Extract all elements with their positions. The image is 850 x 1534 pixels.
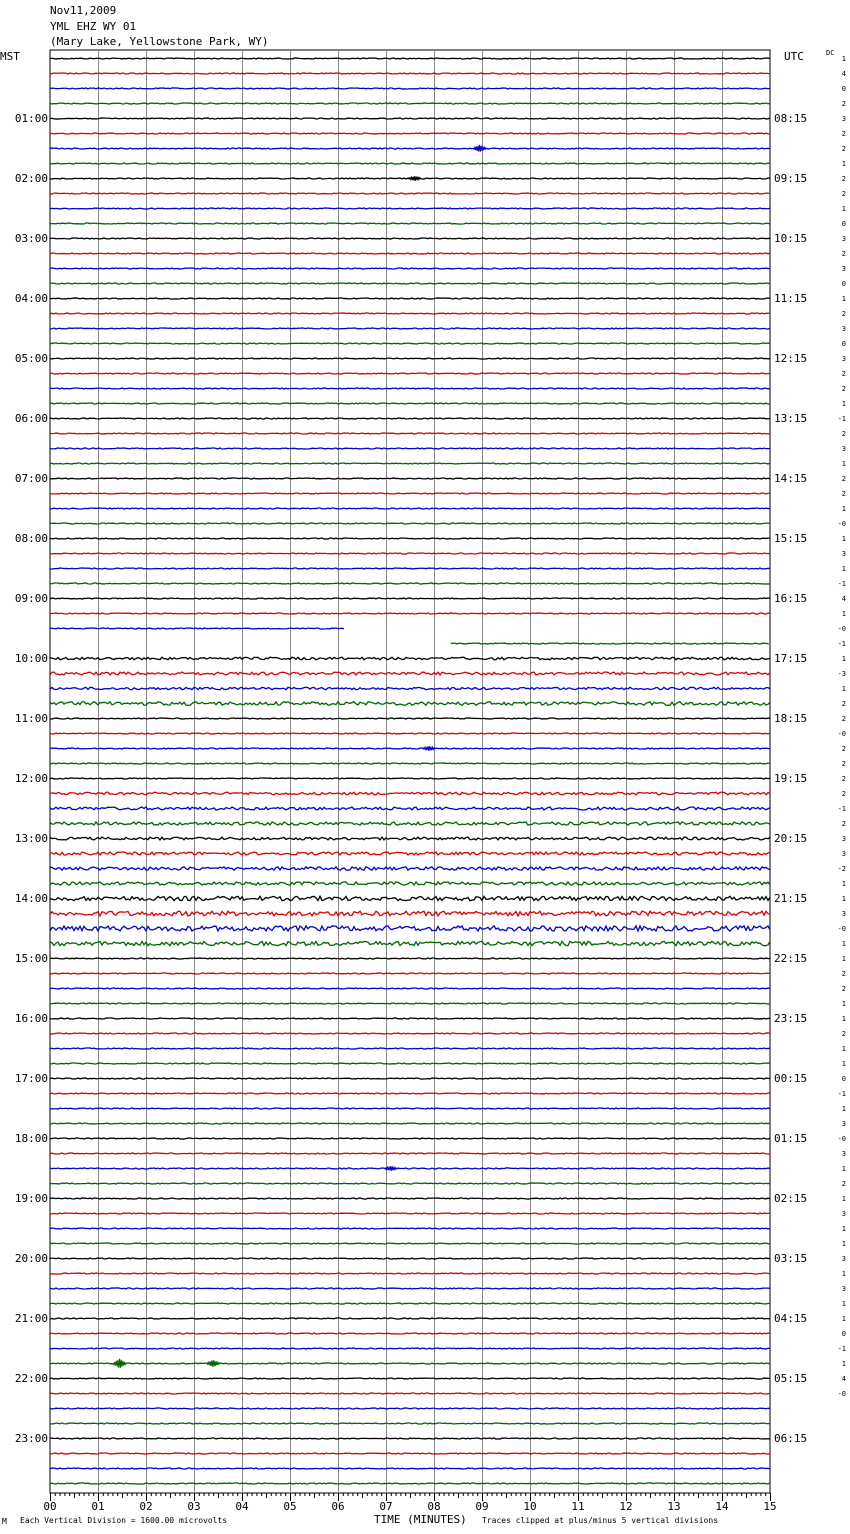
dc-offset-label: 2 xyxy=(841,130,846,138)
right-axis-title: UTC xyxy=(784,50,804,63)
left-time-label: 18:00 xyxy=(14,1132,48,1145)
seismic-event-1 xyxy=(408,176,421,181)
trace-row-70 xyxy=(50,1108,770,1109)
trace-row-51 xyxy=(50,822,770,825)
dc-offset-label: 1 xyxy=(841,1360,846,1368)
seismic-event-0 xyxy=(473,145,486,152)
trace-row-79 xyxy=(50,1243,770,1244)
trace-row-6 xyxy=(50,148,770,149)
dc-offset-label: 0 xyxy=(841,1075,846,1083)
right-time-label: 10:15 xyxy=(774,232,808,245)
dc-offset-label: 1 xyxy=(841,1195,846,1203)
seismic-event-2 xyxy=(423,746,436,751)
station-location: (Mary Lake, Yellowstone Park, WY) xyxy=(50,35,269,48)
dc-column-title: DC xyxy=(826,49,835,57)
x-tick-label: 02 xyxy=(139,1500,153,1513)
x-tick-label: 00 xyxy=(43,1500,57,1513)
trace-row-65 xyxy=(50,1033,770,1034)
x-tick-label: 06 xyxy=(331,1500,345,1513)
x-tick-label: 05 xyxy=(283,1500,297,1513)
dc-offset-label: 0 xyxy=(841,220,846,228)
trace-row-82 xyxy=(50,1288,770,1289)
dc-offset-label: 1 xyxy=(841,940,846,948)
trace-row-19 xyxy=(50,343,770,344)
x-tick-label: 08 xyxy=(427,1500,441,1513)
dc-offset-label: 3 xyxy=(841,910,846,918)
left-time-label: 17:00 xyxy=(14,1072,48,1085)
right-time-label: 03:15 xyxy=(774,1252,808,1265)
dc-offset-label: 1 xyxy=(841,880,846,888)
left-time-label: 15:00 xyxy=(14,952,48,965)
dc-offset-label: 2 xyxy=(841,310,846,318)
dc-offset-label: 3 xyxy=(841,1120,846,1128)
left-time-label: 16:00 xyxy=(14,1012,48,1025)
trace-row-23 xyxy=(50,403,770,404)
trace-row-53 xyxy=(50,852,770,855)
right-time-label: 23:15 xyxy=(774,1012,808,1025)
dc-offset-label: 2 xyxy=(841,175,846,183)
trace-row-22 xyxy=(50,388,770,389)
trace-row-55 xyxy=(50,882,770,885)
trace-row-74 xyxy=(50,1168,770,1169)
trace-row-46 xyxy=(50,748,770,749)
trace-row-63 xyxy=(50,1003,770,1004)
trace-row-76 xyxy=(50,1198,770,1199)
trace-row-59 xyxy=(50,941,770,945)
trace-row-37 xyxy=(50,613,770,614)
trace-row-43 xyxy=(50,702,770,706)
right-time-label: 14:15 xyxy=(774,472,808,485)
trace-row-68 xyxy=(50,1078,770,1079)
dc-offset-label: 1 xyxy=(841,610,846,618)
dc-offset-label: 1 xyxy=(841,160,846,168)
dc-offset-label: 2 xyxy=(841,820,846,828)
trace-row-15 xyxy=(50,283,770,284)
corner-mark: M xyxy=(2,1517,7,1526)
left-time-label: 09:00 xyxy=(14,592,48,605)
trace-row-93 xyxy=(50,1453,770,1454)
trace-row-77 xyxy=(50,1213,770,1214)
trace-row-29 xyxy=(50,493,770,494)
trace-row-57 xyxy=(50,911,770,916)
trace-row-3 xyxy=(50,103,770,104)
trace-row-38 xyxy=(50,628,344,629)
left-time-label: 23:00 xyxy=(14,1432,48,1445)
dc-offset-label: 2 xyxy=(841,490,846,498)
dc-offset-label: 0 xyxy=(841,280,846,288)
dc-offset-label: 1 xyxy=(841,505,846,513)
trace-row-41 xyxy=(50,672,770,675)
x-tick-label: 03 xyxy=(187,1500,201,1513)
dc-offset-label: 2 xyxy=(841,250,846,258)
trace-row-2 xyxy=(50,88,770,89)
right-time-label: 06:15 xyxy=(774,1432,808,1445)
dc-offset-label: 2 xyxy=(841,100,846,108)
dc-offset-label: 4 xyxy=(841,1375,846,1383)
left-time-label: 01:00 xyxy=(14,112,48,125)
dc-offset-label: 1 xyxy=(841,1300,846,1308)
trace-row-35 xyxy=(50,583,770,584)
trace-row-80 xyxy=(50,1258,770,1259)
trace-row-91 xyxy=(50,1423,770,1424)
trace-row-48 xyxy=(50,778,770,779)
trace-row-36 xyxy=(50,598,770,599)
dc-offset-label: 1 xyxy=(841,1240,846,1248)
right-time-label: 17:15 xyxy=(774,652,808,665)
dc-offset-label: -1 xyxy=(837,1090,846,1098)
trace-row-39 xyxy=(451,643,769,644)
dc-offset-label: 0 xyxy=(841,1330,846,1338)
dc-offset-label: 1 xyxy=(841,1000,846,1008)
dc-offset-label: 3 xyxy=(841,325,846,333)
left-time-label: 03:00 xyxy=(14,232,48,245)
trace-row-24 xyxy=(50,418,770,419)
trace-row-44 xyxy=(50,718,770,719)
dc-offset-label: -0 xyxy=(837,1135,846,1143)
right-time-label: 12:15 xyxy=(774,352,808,365)
right-time-label: 13:15 xyxy=(774,412,808,425)
dc-offset-label: 1 xyxy=(841,205,846,213)
dc-offset-label: -1 xyxy=(837,415,846,423)
x-tick-label: 15 xyxy=(763,1500,777,1513)
right-time-label: 02:15 xyxy=(774,1192,808,1205)
trace-row-5 xyxy=(50,133,770,134)
trace-row-33 xyxy=(50,553,770,554)
right-time-label: 20:15 xyxy=(774,832,808,845)
dc-offset-label: -0 xyxy=(837,520,846,528)
dc-offset-label: 1 xyxy=(841,565,846,573)
dc-offset-label: 1 xyxy=(841,1045,846,1053)
left-time-label: 08:00 xyxy=(14,532,48,545)
left-time-label: 07:00 xyxy=(14,472,48,485)
dc-offset-label: 3 xyxy=(841,355,846,363)
dc-offset-label: 2 xyxy=(841,745,846,753)
dc-offset-label: -2 xyxy=(837,865,846,873)
trace-row-18 xyxy=(50,328,770,329)
dc-offset-label: -0 xyxy=(837,1390,846,1398)
dc-offset-label: -3 xyxy=(837,670,846,678)
trace-row-52 xyxy=(50,837,770,840)
trace-row-27 xyxy=(50,463,770,464)
trace-row-17 xyxy=(50,313,770,314)
trace-row-1 xyxy=(50,73,770,74)
left-time-label: 22:00 xyxy=(14,1372,48,1385)
dc-offset-label: 1 xyxy=(841,955,846,963)
dc-offset-label: 1 xyxy=(841,1165,846,1173)
dc-offset-label: 3 xyxy=(841,1285,846,1293)
x-tick-label: 10 xyxy=(523,1500,537,1513)
trace-row-13 xyxy=(50,253,770,254)
dc-offset-label: 1 xyxy=(841,1270,846,1278)
x-tick-label: 07 xyxy=(379,1500,393,1513)
dc-offset-label: 1 xyxy=(841,1315,846,1323)
left-time-label: 02:00 xyxy=(14,172,48,185)
trace-row-45 xyxy=(50,733,770,734)
dc-offset-label: 1 xyxy=(841,535,846,543)
trace-row-75 xyxy=(50,1183,770,1184)
x-tick-label: 11 xyxy=(571,1500,585,1513)
trace-row-85 xyxy=(50,1333,770,1334)
dc-offset-label: 2 xyxy=(841,790,846,798)
trace-row-66 xyxy=(50,1048,770,1049)
trace-row-60 xyxy=(50,958,770,959)
dc-offset-label: 1 xyxy=(841,55,846,63)
trace-row-83 xyxy=(50,1303,770,1304)
dc-offset-label: 2 xyxy=(841,775,846,783)
trace-row-89 xyxy=(50,1393,770,1394)
x-tick-label: 04 xyxy=(235,1500,249,1513)
trace-row-61 xyxy=(50,973,770,974)
trace-row-58 xyxy=(50,926,770,931)
dc-offset-label: 3 xyxy=(841,850,846,858)
right-time-label: 11:15 xyxy=(774,292,808,305)
seismic-event-5 xyxy=(207,1360,220,1367)
dc-offset-label: 3 xyxy=(841,445,846,453)
trace-row-40 xyxy=(50,657,770,660)
dc-offset-label: -1 xyxy=(837,640,846,648)
left-time-label: 19:00 xyxy=(14,1192,48,1205)
left-time-label: 13:00 xyxy=(14,832,48,845)
dc-offset-label: 2 xyxy=(841,475,846,483)
trace-row-90 xyxy=(50,1408,770,1409)
dc-offset-label: 1 xyxy=(841,400,846,408)
dc-offset-label: 1 xyxy=(841,460,846,468)
left-time-label: 05:00 xyxy=(14,352,48,365)
trace-row-72 xyxy=(50,1138,770,1139)
dc-offset-label: 2 xyxy=(841,700,846,708)
dc-offset-label: 2 xyxy=(841,1180,846,1188)
trace-row-28 xyxy=(50,478,770,479)
right-time-label: 16:15 xyxy=(774,592,808,605)
trace-row-14 xyxy=(50,268,770,269)
right-time-label: 08:15 xyxy=(774,112,808,125)
trace-row-49 xyxy=(50,792,770,795)
x-tick-label: 01 xyxy=(91,1500,105,1513)
left-time-label: 21:00 xyxy=(14,1312,48,1325)
trace-row-34 xyxy=(50,568,770,569)
trace-row-86 xyxy=(50,1348,770,1349)
trace-row-78 xyxy=(50,1228,770,1229)
right-time-label: 00:15 xyxy=(774,1072,808,1085)
trace-row-73 xyxy=(50,1153,770,1154)
dc-offset-label: 3 xyxy=(841,1210,846,1218)
dc-offset-label: -1 xyxy=(837,1345,846,1353)
dc-offset-label: 2 xyxy=(841,370,846,378)
x-axis-title: TIME (MINUTES) xyxy=(374,1513,467,1526)
x-tick-label: 09 xyxy=(475,1500,489,1513)
trace-row-69 xyxy=(50,1093,770,1094)
dc-offset-label: 3 xyxy=(841,265,846,273)
trace-row-12 xyxy=(50,238,770,239)
x-tick-label: 13 xyxy=(667,1500,681,1513)
station-code: YML EHZ WY 01 xyxy=(50,20,137,33)
clip-note: Traces clipped at plus/minus 5 vertical divisions xyxy=(482,1516,719,1525)
dc-offset-label: 3 xyxy=(841,835,846,843)
dc-offset-label: 1 xyxy=(841,895,846,903)
trace-row-42 xyxy=(50,687,770,689)
trace-row-11 xyxy=(50,223,770,224)
left-time-label: 14:00 xyxy=(14,892,48,905)
trace-row-92 xyxy=(50,1438,770,1439)
dc-offset-label: 2 xyxy=(841,430,846,438)
trace-row-32 xyxy=(50,538,770,539)
x-tick-label: 14 xyxy=(715,1500,729,1513)
dc-offset-label: -1 xyxy=(837,805,846,813)
trace-row-81 xyxy=(50,1273,770,1274)
right-time-label: 15:15 xyxy=(774,532,808,545)
plot-frame xyxy=(50,50,770,1493)
trace-row-4 xyxy=(50,118,770,119)
dc-offset-label: 1 xyxy=(841,1015,846,1023)
right-time-label: 09:15 xyxy=(774,172,808,185)
right-time-label: 19:15 xyxy=(774,772,808,785)
left-time-label: 04:00 xyxy=(14,292,48,305)
right-time-label: 05:15 xyxy=(774,1372,808,1385)
dc-offset-label: 2 xyxy=(841,760,846,768)
seismic-event-4 xyxy=(113,1359,126,1368)
dc-offset-label: 1 xyxy=(841,655,846,663)
trace-row-62 xyxy=(50,988,770,989)
dc-offset-label: -0 xyxy=(837,730,846,738)
dc-offset-label: 3 xyxy=(841,550,846,558)
trace-row-47 xyxy=(50,763,770,764)
trace-row-25 xyxy=(50,433,770,434)
trace-row-94 xyxy=(50,1468,770,1469)
dc-offset-label: 4 xyxy=(841,595,846,603)
dc-offset-label: 2 xyxy=(841,715,846,723)
dc-offset-label: 2 xyxy=(841,385,846,393)
dc-offset-label: 3 xyxy=(841,235,846,243)
trace-row-21 xyxy=(50,373,770,374)
trace-row-10 xyxy=(50,208,770,209)
dc-offset-label: 0 xyxy=(841,85,846,93)
dc-offset-label: 2 xyxy=(841,1030,846,1038)
plot-date: Nov11,2009 xyxy=(50,4,117,17)
left-time-label: 12:00 xyxy=(14,772,48,785)
dc-offset-label: 4 xyxy=(841,70,846,78)
trace-row-20 xyxy=(50,358,770,359)
dc-offset-label: 1 xyxy=(841,1105,846,1113)
left-time-label: 10:00 xyxy=(14,652,48,665)
x-tick-label: 12 xyxy=(619,1500,633,1513)
dc-offset-label: 3 xyxy=(841,115,846,123)
dc-offset-label: 2 xyxy=(841,145,846,153)
left-time-label: 20:00 xyxy=(14,1252,48,1265)
trace-row-56 xyxy=(50,896,770,900)
right-time-label: 21:15 xyxy=(774,892,808,905)
dc-offset-label: 2 xyxy=(841,190,846,198)
trace-row-84 xyxy=(50,1318,770,1319)
trace-row-26 xyxy=(50,448,770,449)
dc-offset-label: -0 xyxy=(837,925,846,933)
dc-offset-label: 3 xyxy=(841,1150,846,1158)
trace-row-64 xyxy=(50,1018,770,1019)
left-time-label: 11:00 xyxy=(14,712,48,725)
trace-row-31 xyxy=(50,523,770,524)
trace-row-9 xyxy=(50,193,770,194)
trace-row-7 xyxy=(50,163,770,164)
trace-row-0 xyxy=(50,58,770,59)
trace-row-54 xyxy=(50,867,770,870)
trace-row-16 xyxy=(50,298,770,299)
trace-row-71 xyxy=(50,1123,770,1124)
left-time-label: 06:00 xyxy=(14,412,48,425)
dc-offset-label: 1 xyxy=(841,685,846,693)
dc-offset-label: 2 xyxy=(841,985,846,993)
dc-offset-label: 3 xyxy=(841,1255,846,1263)
left-axis-title: MST xyxy=(0,50,20,63)
dc-offset-label: 1 xyxy=(841,1225,846,1233)
dc-offset-label: -1 xyxy=(837,580,846,588)
trace-row-87 xyxy=(50,1363,770,1364)
right-time-label: 22:15 xyxy=(774,952,808,965)
trace-row-50 xyxy=(50,807,770,810)
right-time-label: 04:15 xyxy=(774,1312,808,1325)
scale-note: Each Vertical Division = 1600.00 microvolts xyxy=(20,1516,228,1525)
dc-offset-label: 2 xyxy=(841,970,846,978)
trace-row-95 xyxy=(50,1483,770,1484)
dc-offset-label: 0 xyxy=(841,340,846,348)
dc-offset-label: 1 xyxy=(841,295,846,303)
right-time-label: 18:15 xyxy=(774,712,808,725)
trace-row-67 xyxy=(50,1063,770,1064)
dc-offset-label: 1 xyxy=(841,1060,846,1068)
trace-row-30 xyxy=(50,508,770,509)
dc-offset-label: -0 xyxy=(837,625,846,633)
trace-row-88 xyxy=(50,1378,770,1379)
right-time-label: 01:15 xyxy=(774,1132,808,1145)
